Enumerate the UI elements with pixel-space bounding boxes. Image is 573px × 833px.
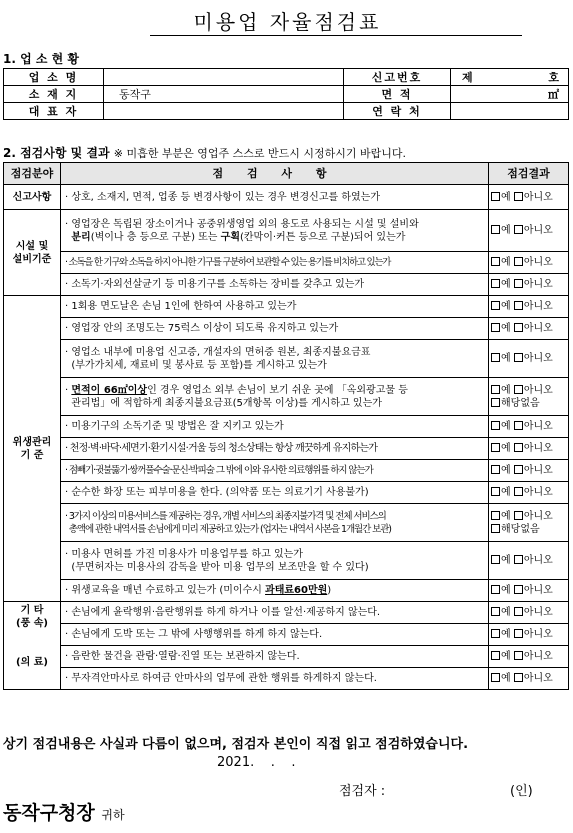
item-f2: 소독을 한 기구와 소독을 하지 아니한 기구를 구분하여 보관할 수 있는 용기를 비치하고 있는가 — [68, 257, 391, 268]
option-yes: 예 — [501, 279, 511, 290]
checkbox-yes[interactable] — [491, 511, 500, 520]
option-yes: 예 — [501, 353, 511, 364]
item-text: · 영업장은 독립된 장소이거나 공중위생영업 외의 용도로 사용되는 시설 및 설비와 분리(벽이나 층 등으로 구분) 또는 구획(칸막이·커튼 등으로 구분)되어 있는가 — [61, 210, 489, 252]
item-text: · 소독기·자외선살균기 등 미용기구를 소독하는 장비를 갖추고 있는가 — [61, 274, 489, 296]
option-yes: 예 — [501, 629, 511, 640]
contact-label: 연 락 처 — [344, 103, 451, 120]
item-h8: 순수한 화장 또는 피부미용을 한다. (의약품 또는 의료기기 사용불가) — [71, 487, 369, 498]
item-h11-bold: 과태료60만원 — [265, 585, 328, 596]
item-text: · 음란한 물건을 관람·열람·진열 또는 보관하지 않는다. — [61, 646, 489, 668]
inspector-label: 점검자 : — [339, 784, 386, 799]
result-cell[interactable] — [489, 668, 569, 690]
result-cell[interactable] — [489, 318, 569, 340]
checkbox-no[interactable] — [514, 192, 523, 201]
report-no-label: 신고번호 — [344, 69, 451, 86]
item-text: · 상호, 소재지, 면적, 업종 등 변경사항이 있는 경우 변경신고를 하였는가 — [61, 185, 489, 210]
section2-note: ※ 미흡한 부분은 영업주 스스로 반드시 시정하시기 바랍니다. — [113, 147, 406, 160]
item-text: · 손님에게 윤락행위·음란행위를 하게 하거나 이를 알선·제공하지 않는다. — [61, 602, 489, 624]
option-yes: 예 — [501, 555, 511, 566]
option-yes: 예 — [501, 443, 511, 454]
item-o3: 음란한 물건을 관람·열람·진열 또는 보관하지 않는다. — [71, 651, 300, 662]
checkbox-yes[interactable] — [491, 323, 500, 332]
checkbox-no[interactable] — [514, 443, 523, 452]
option-no: 아니오 — [523, 225, 553, 236]
option-yes: 예 — [501, 465, 511, 476]
item-o4: 무자격안마사로 하여금 안마사의 업무에 관한 행위를 하게하지 않는다. — [71, 673, 377, 684]
option-yes: 예 — [501, 585, 511, 596]
declaration-text: 상기 점검내용은 사실과 다름이 없으며, 점검자 본인이 직접 읽고 점검하였습니다. — [3, 737, 469, 752]
result-cell[interactable] — [489, 460, 569, 482]
title-underline — [150, 35, 522, 36]
item-text: · 영업소 내부에 미용업 신고증, 개설자의 면허증 원본, 최종지불요금표 (부가가치세, 재료비 및 봉사료 등 포함)를 게시하고 있는가 — [61, 340, 489, 378]
recipient-name: 동작구청장 — [3, 802, 95, 824]
option-yes: 예 — [501, 487, 511, 498]
category-other — [4, 602, 61, 690]
result-cell[interactable] — [489, 482, 569, 504]
recipient-suffix: 귀하 — [101, 808, 125, 822]
checkbox-no[interactable] — [514, 385, 523, 394]
result-cell[interactable] — [489, 438, 569, 460]
item-text: · 1회용 면도날은 손님 1인에 한하여 사용하고 있는가 — [61, 296, 489, 318]
item-f1b-pre: 분리 — [71, 231, 91, 243]
checkbox-yes[interactable] — [491, 385, 500, 394]
item-text: · 미용기구의 소독기준 및 방법은 잘 지키고 있는가 — [61, 416, 489, 438]
option-no: 아니오 — [523, 465, 553, 476]
checkbox-na[interactable] — [491, 524, 500, 533]
option-no: 아니오 — [523, 585, 553, 596]
checkbox-no[interactable] — [514, 465, 523, 474]
checkbox-yes[interactable] — [491, 555, 500, 564]
item-h9b: 총액에 관한 내역서를 손님에게 미리 제공하고 있는가 (업자는 내역서 사본을 1개월간 보관) — [68, 523, 391, 535]
business-info-table — [3, 68, 569, 120]
item-h3b: (부가가치세, 재료비 및 봉사료 등 포함)를 게시하고 있는가 — [71, 359, 327, 371]
checkbox-no[interactable] — [514, 555, 523, 564]
checkbox-yes[interactable] — [491, 421, 500, 430]
area-unit: ㎡ — [548, 88, 559, 101]
item-text: · 면적이 66㎡이상인 경우 영업소 외부 손님이 보기 쉬운 곳에 「옥외광고물 등 관리법」에 적합하게 최종지불요금표(5개항목 이상)를 게시하고 있는가 — [61, 378, 489, 416]
checkbox-yes[interactable] — [491, 629, 500, 638]
result-cell[interactable] — [489, 646, 569, 668]
checkbox-yes[interactable] — [491, 607, 500, 616]
option-no: 아니오 — [523, 487, 553, 498]
category-facility-line2: 설비기준 — [12, 253, 52, 265]
checkbox-yes[interactable] — [491, 443, 500, 452]
checkbox-yes[interactable] — [491, 225, 500, 234]
inspection-table — [3, 162, 569, 690]
option-yes: 예 — [501, 191, 511, 203]
representative-label: 대 표 자 — [4, 103, 104, 120]
checkbox-yes[interactable] — [491, 651, 500, 660]
result-cell[interactable] — [489, 602, 569, 624]
category-other-line2: (풍 속) — [16, 618, 48, 629]
report-no-suffix: 호 — [548, 71, 559, 84]
header-items: 점 검 사 항 — [61, 163, 489, 185]
category-hygiene-line2: 기 준 — [20, 449, 44, 461]
option-yes: 예 — [501, 257, 511, 268]
area-field[interactable] — [451, 86, 569, 103]
result-cell[interactable] — [489, 542, 569, 580]
representative-field[interactable] — [104, 103, 344, 120]
report-no-field[interactable] — [451, 69, 569, 86]
checkbox-no[interactable] — [514, 257, 523, 266]
checkbox-yes[interactable] — [491, 673, 500, 682]
item-h7: 점빼기·귓불뚫기·쌍꺼풀수술·문신·박피술 그 밖에 이와 유사한 의료행위를 하지 않는가 — [68, 465, 373, 476]
checkbox-no[interactable] — [514, 629, 523, 638]
option-yes: 예 — [501, 421, 511, 432]
result-cell[interactable] — [489, 185, 569, 210]
item-text: · 소독을 한 기구와 소독을 하지 아니한 기구를 구분하여 보관할 수 있는 용기를 비치하고 있는가 — [61, 252, 489, 274]
result-cell[interactable] — [489, 274, 569, 296]
option-yes: 예 — [501, 607, 511, 618]
date-line: 2021. . . — [217, 755, 296, 770]
item-text: · 점빼기·귓불뚫기·쌍꺼풀수술·문신·박피술 그 밖에 이와 유사한 의료행위를 하지 않는가 — [61, 460, 489, 482]
contact-field[interactable] — [451, 103, 569, 120]
section2-title: 2. 점검사항 및 결과 — [3, 146, 110, 160]
option-no: 아니오 — [523, 510, 553, 522]
item-h6: 천정·벽·바닥·세면기·환기시설·거울 등의 청소상태는 항상 깨끗하게 유지하는가 — [69, 443, 378, 454]
checkbox-no[interactable] — [514, 353, 523, 362]
category-other-line3: (의 료) — [16, 657, 48, 668]
seal-mark: (인) — [510, 784, 533, 799]
item-r1: 상호, 소재지, 면적, 업종 등 변경사항이 있는 경우 변경신고를 하였는가 — [71, 191, 380, 203]
checkbox-no[interactable] — [514, 301, 523, 310]
option-yes: 예 — [501, 301, 511, 312]
option-yes: 예 — [501, 323, 511, 334]
result-cell[interactable] — [489, 416, 569, 438]
option-yes: 예 — [501, 225, 511, 236]
checkbox-no[interactable] — [514, 585, 523, 594]
checkbox-no[interactable] — [514, 323, 523, 332]
item-o2: 손님에게 도박 또는 그 밖에 사행행위를 하게 하지 않는다. — [71, 629, 323, 640]
result-cell[interactable] — [489, 624, 569, 646]
option-no: 아니오 — [523, 607, 553, 618]
checkbox-yes[interactable] — [491, 301, 500, 310]
business-name-label: 업 소 명 — [4, 69, 104, 86]
area-label: 면 적 — [344, 86, 451, 103]
item-text: · 미용사 면허를 가진 미용사가 미용업무를 하고 있는가 (무면허자는 미용사의 감독을 받아 미용 업무의 보조만을 할 수 있다) — [61, 542, 489, 580]
checkbox-no[interactable] — [514, 225, 523, 234]
item-h3a: 영업소 내부에 미용업 신고증, 개설자의 면허증 원본, 최종지불요금표 — [71, 346, 371, 358]
report-no-prefix: 제 — [462, 71, 473, 84]
item-text: · 3가지 이상의 미용서비스를 제공하는 경우, 개별 서비스의 최종지불가격 및 전체 서비스의 총액에 관한 내역서를 손님에게 미리 제공하고 있는가 (업자는 내역서 사본을 1개월간 보관) — [61, 504, 489, 542]
option-no: 아니오 — [523, 384, 553, 396]
header-category: 점검분야 — [4, 163, 61, 185]
item-o1: 손님에게 윤락행위·음란행위를 하게 하거나 이를 알선·제공하지 않는다. — [71, 607, 381, 618]
checkbox-yes[interactable] — [491, 487, 500, 496]
option-no: 아니오 — [523, 301, 553, 312]
item-h2: 영업장 안의 조명도는 75럭스 이상이 되도록 유지하고 있는가 — [71, 323, 339, 334]
option-no: 아니오 — [523, 323, 553, 334]
result-cell[interactable] — [489, 210, 569, 252]
checkbox-no[interactable] — [514, 279, 523, 288]
checkbox-no[interactable] — [514, 673, 523, 682]
option-no: 아니오 — [523, 257, 553, 268]
business-name-field[interactable] — [104, 69, 344, 86]
item-h4a-post: 인 경우 영업소 외부 손님이 보기 쉬운 곳에 「옥외광고물 등 — [147, 384, 408, 396]
item-h9a: 3가지 이상의 미용서비스를 제공하는 경우, 개별 서비스의 최종지불가격 및 전체 서비스의 — [68, 510, 386, 522]
checkbox-yes[interactable] — [491, 585, 500, 594]
category-facility — [4, 210, 61, 296]
result-cell[interactable] — [489, 378, 569, 416]
option-yes: 예 — [501, 651, 511, 662]
item-text: · 무자격안마사로 하여금 안마사의 업무에 관한 행위를 하게하지 않는다. — [61, 668, 489, 690]
category-facility-line1: 시설 및 — [15, 240, 49, 252]
item-h4a-bold: 면적이 66㎡이상 — [71, 384, 148, 396]
option-no: 아니오 — [523, 191, 553, 203]
option-na: 해당없음 — [501, 397, 540, 409]
category-hygiene — [4, 296, 61, 602]
checkbox-yes[interactable] — [491, 465, 500, 474]
header-result: 점검결과 — [489, 163, 569, 185]
option-yes: 예 — [501, 510, 511, 522]
location-value: 동작구 — [119, 88, 151, 101]
item-f1b-bold: 구획 — [220, 231, 240, 243]
option-na: 해당없음 — [501, 523, 540, 535]
checkbox-no[interactable] — [514, 651, 523, 660]
item-f1a: 영업장은 독립된 장소이거나 공중위생영업 외의 용도로 사용되는 시설 및 설비와 — [71, 218, 419, 230]
option-yes: 예 — [501, 673, 511, 684]
checkbox-no[interactable] — [514, 421, 523, 430]
result-cell[interactable] — [489, 252, 569, 274]
checkbox-no[interactable] — [514, 607, 523, 616]
option-yes: 예 — [501, 384, 511, 396]
category-other-line1: 기 타 — [20, 605, 44, 616]
location-label: 소 재 지 — [4, 86, 104, 103]
checkbox-yes[interactable] — [491, 257, 500, 266]
result-cell[interactable] — [489, 504, 569, 542]
result-cell[interactable] — [489, 340, 569, 378]
document-title: 미용업 자율점검표 — [193, 10, 382, 34]
option-no: 아니오 — [523, 279, 553, 290]
option-no: 아니오 — [523, 353, 553, 364]
item-h1: 1회용 면도날은 손님 1인에 한하여 사용하고 있는가 — [71, 301, 297, 312]
item-text: · 천정·벽·바닥·세면기·환기시설·거울 등의 청소상태는 항상 깨끗하게 유지하는가 — [61, 438, 489, 460]
checkbox-yes[interactable] — [491, 353, 500, 362]
checkbox-yes[interactable] — [491, 279, 500, 288]
option-no: 아니오 — [523, 421, 553, 432]
checkbox-na[interactable] — [491, 398, 500, 407]
item-h11-post: ) — [327, 585, 332, 596]
section1-heading: 1. 업 소 현 황 — [3, 52, 79, 66]
option-no: 아니오 — [523, 443, 553, 454]
option-no: 아니오 — [523, 673, 553, 684]
item-text: · 영업장 안의 조명도는 75럭스 이상이 되도록 유지하고 있는가 — [61, 318, 489, 340]
location-field[interactable] — [104, 86, 344, 103]
option-no: 아니오 — [523, 555, 553, 566]
item-f3: 소독기·자외선살균기 등 미용기구를 소독하는 장비를 갖추고 있는가 — [71, 279, 365, 290]
item-h10b: (무면허자는 미용사의 감독을 받아 미용 업무의 보조만을 할 수 있다) — [71, 561, 369, 573]
item-h11-pre: 위생교육을 매년 수료하고 있는가 (미이수시 — [71, 585, 266, 596]
section2-heading — [3, 144, 406, 161]
item-f1b-post: (칸막이·커튼 등으로 구분)되어 있는가 — [239, 231, 406, 243]
item-h5: 미용기구의 소독기준 및 방법은 잘 지키고 있는가 — [71, 421, 284, 432]
checkbox-no[interactable] — [514, 511, 523, 520]
checkbox-no[interactable] — [514, 487, 523, 496]
item-text: · 손님에게 도박 또는 그 밖에 사행행위를 하게 하지 않는다. — [61, 624, 489, 646]
option-no: 아니오 — [523, 629, 553, 640]
item-text: · 순수한 화장 또는 피부미용을 한다. (의약품 또는 의료기기 사용불가) — [61, 482, 489, 504]
category-hygiene-line1: 위생관리 — [12, 436, 52, 448]
option-no: 아니오 — [523, 651, 553, 662]
recipient — [3, 798, 125, 825]
result-cell[interactable] — [489, 580, 569, 602]
item-h10a: 미용사 면허를 가진 미용사가 미용업무를 하고 있는가 — [71, 548, 303, 560]
category-report: 신고사항 — [4, 185, 61, 210]
checkbox-yes[interactable] — [491, 192, 500, 201]
result-cell[interactable] — [489, 296, 569, 318]
item-f1b-mid: (벽이나 층 등으로 구분) 또는 — [90, 231, 221, 243]
item-h4b: 관리법」에 적합하게 최종지불요금표(5개항목 이상)를 게시하고 있는가 — [71, 397, 382, 409]
item-text: · 위생교육을 매년 수료하고 있는가 (미이수시 과태료60만원) — [61, 580, 489, 602]
